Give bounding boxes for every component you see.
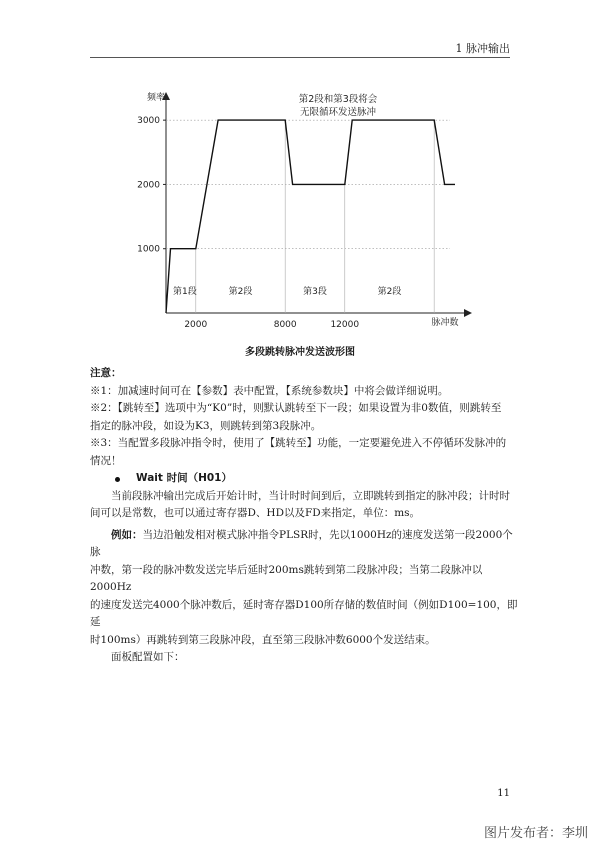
- section-heading: [90, 470, 520, 488]
- notes-title: 注意：: [90, 367, 122, 379]
- watermark: 图片发布者：李圳: [483, 826, 588, 841]
- chapter-title: 1 脉冲输出: [455, 42, 510, 55]
- paragraph-line: 冲数，第一段的脉冲数发送完毕后延时200ms跳转到第二段脉冲段；当第二段脉冲以2000Hz: [90, 563, 483, 593]
- y-tick-label: 2000: [137, 180, 160, 191]
- note-line: ※1：加减速时间可在【参数】表中配置，【系统参数块】中将会做详细说明。: [90, 384, 449, 397]
- panel-config-text: 面板配置如下：: [111, 651, 185, 663]
- wait-time-section: [90, 470, 520, 667]
- notes-block: [90, 365, 520, 470]
- segment-label: 第2段: [377, 287, 402, 297]
- waveform-line: [166, 120, 455, 313]
- note-line: 情况！: [90, 454, 122, 467]
- y-tick-label: 3000: [137, 116, 160, 127]
- note-line: ※3：当配置多段脉冲指令时，使用了【跳转至】功能，一定要避免进入不停循环发脉冲的: [90, 437, 507, 449]
- bullet-icon: [115, 477, 120, 482]
- example-text: 当边沿触发相对模式脉冲指令PLSR时，先以1000Hz的速度发送第一段2000个脉: [90, 528, 513, 558]
- page-number: 11: [497, 788, 510, 799]
- y-axis-label: 频率: [146, 93, 166, 103]
- annotation-text: 第2段和第3段将会: [298, 94, 378, 105]
- segment-label: 第3段: [303, 287, 327, 297]
- paragraph-line: 的速度发送完4000个脉冲数后，延时寄存器D100所存储的数值时间（例如D100=100，即延: [90, 598, 518, 628]
- paragraph-line: 间可以是常数，也可以通过寄存器D、HD以及FD来指定，单位：ms。: [90, 507, 421, 519]
- note-line: 指定的脉冲段，如设为K3，则跳转到第3段脉冲。: [90, 419, 322, 432]
- y-tick-label: 1000: [137, 244, 160, 255]
- example-first-line: [90, 527, 520, 562]
- waveform-figure: [0, 0, 600, 360]
- segment-label: 第2段: [228, 287, 253, 297]
- segment-label: 第1段: [173, 287, 197, 297]
- waveform-chart: [0, 0, 600, 340]
- annotation-text: 无限循环发送脉冲: [299, 107, 377, 118]
- x-axis-label: 脉冲数: [431, 318, 459, 328]
- section-heading-text: Wait 时间（H01）: [136, 472, 232, 484]
- note-line: ※2：【跳转至】选项中为“K0”时，则默认跳转至下一段；如果设置为非0数值，则跳转至: [90, 402, 502, 414]
- paragraph-line: 当前段脉冲输出完成后开始计时，当计时时间到后，立即跳转到指定的脉冲段；计时时: [111, 489, 510, 502]
- paragraph-line: 时100ms）再跳转到第三段脉冲段，直至第三段脉冲数6000个发送结束。: [90, 633, 436, 646]
- x-tick-label: 12000: [330, 320, 360, 330]
- x-tick-label: 8000: [273, 320, 297, 330]
- x-tick-label: 2000: [184, 320, 208, 330]
- figure-caption: 多段跳转脉冲发送波形图: [245, 347, 355, 358]
- example-label: 例如：: [111, 528, 143, 541]
